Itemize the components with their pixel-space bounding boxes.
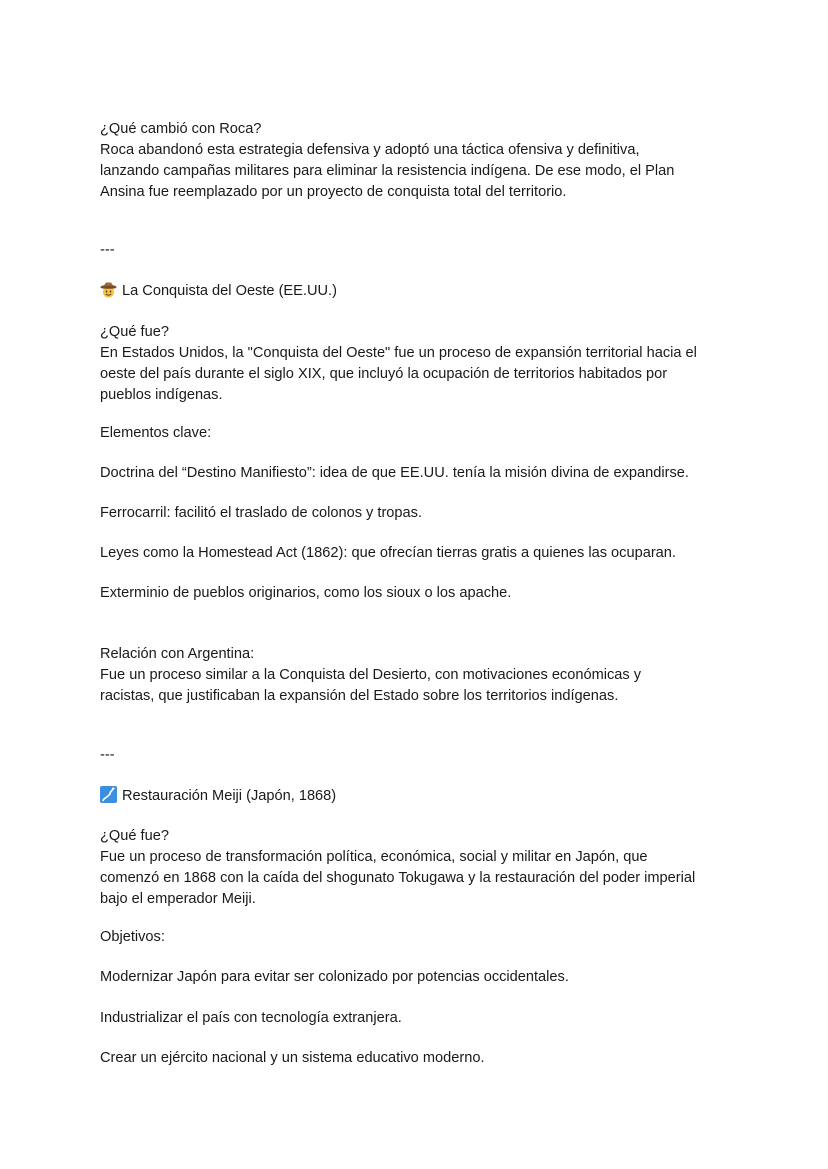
- meiji-objective-item: Industrializar el país con tecnología extranjera.: [100, 1010, 402, 1026]
- roca-section: [100, 119, 740, 203]
- roca-question: ¿Qué cambió con Roca?: [100, 121, 262, 137]
- roca-body-line: Ansina fue reemplazado por un proyecto de conquista total del territorio.: [100, 184, 567, 200]
- section-divider: ---: [100, 747, 115, 763]
- meiji-objectives-label: Objetivos:: [100, 929, 165, 945]
- oeste-key-element-item: Exterminio de pueblos originarios, como los sioux o los apache.: [100, 585, 512, 601]
- oeste-description: [100, 322, 740, 406]
- roca-body-line: lanzando campañas militares para eliminar la resistencia indígena. De ese modo, el Plan: [100, 163, 675, 179]
- meiji-description: [100, 826, 740, 910]
- japan-map-icon: [100, 786, 117, 803]
- oeste-heading-row: [100, 281, 740, 302]
- oeste-key-elements-label: Elementos clave:: [100, 425, 212, 441]
- roca-body-line: Roca abandonó esta estrategia defensiva y adoptó una táctica ofensiva y definitiva,: [100, 142, 640, 158]
- cowboy-hat-face-icon: [100, 281, 117, 298]
- oeste-question: ¿Qué fue?: [100, 324, 169, 340]
- meiji-heading: Restauración Meiji (Japón, 1868): [122, 788, 337, 804]
- oeste-body-line: oeste del país durante el siglo XIX, que incluyó la ocupación de territorios habitados por: [100, 366, 668, 382]
- oeste-relation-label: Relación con Argentina:: [100, 646, 255, 662]
- oeste-body-line: pueblos indígenas.: [100, 387, 223, 403]
- meiji-heading-row: [100, 786, 740, 807]
- oeste-body-line: En Estados Unidos, la "Conquista del Oeste" fue un proceso de expansión territorial hacia el: [100, 345, 697, 361]
- oeste-relation-line: racistas, que justificaban la expansión del Estado sobre los territorios indígenas.: [100, 688, 619, 704]
- oeste-relation-line: Fue un proceso similar a la Conquista del Desierto, con motivaciones económicas y: [100, 667, 642, 683]
- meiji-body-line: Fue un proceso de transformación política, económica, social y militar en Japón, que: [100, 849, 648, 865]
- oeste-key-element-item: Leyes como la Homestead Act (1862): que ofrecían tierras gratis a quienes las ocuparan.: [100, 545, 676, 561]
- oeste-key-element-item: Ferrocarril: facilitó el traslado de colonos y tropas.: [100, 505, 423, 521]
- meiji-body-line: comenzó en 1868 con la caída del shogunato Tokugawa y la restauración del poder imperial: [100, 870, 696, 886]
- oeste-relation: [100, 644, 740, 707]
- oeste-heading: La Conquista del Oeste (EE.UU.): [122, 283, 337, 299]
- oeste-key-element-item: Doctrina del “Destino Manifiesto”: idea de que EE.UU. tenía la misión divina de expandirse.: [100, 465, 689, 481]
- meiji-question: ¿Qué fue?: [100, 828, 169, 844]
- meiji-objective-item: Modernizar Japón para evitar ser colonizado por potencias occidentales.: [100, 969, 569, 985]
- meiji-body-line: bajo el emperador Meiji.: [100, 891, 256, 907]
- section-divider: ---: [100, 242, 115, 258]
- meiji-objective-item: Crear un ejército nacional y un sistema educativo moderno.: [100, 1050, 485, 1066]
